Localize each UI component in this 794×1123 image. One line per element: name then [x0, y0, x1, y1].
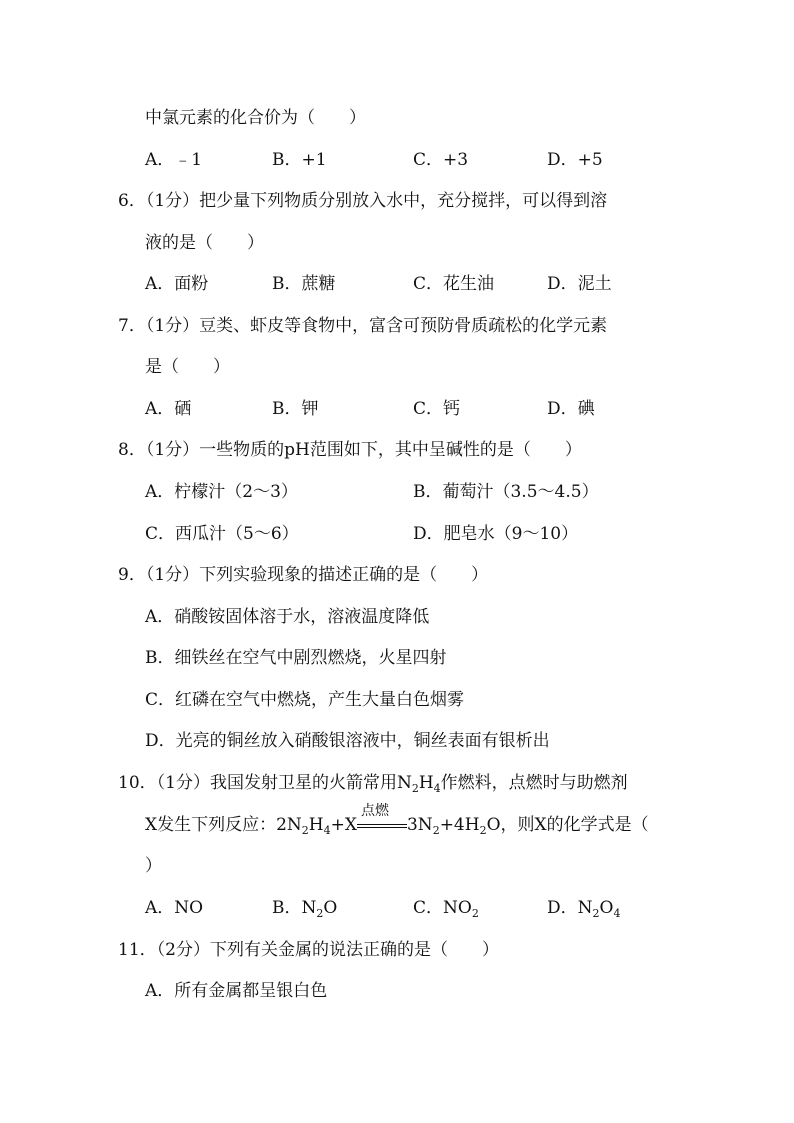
q8-option-c: C．西瓜汁（5～6） — [145, 524, 299, 544]
q5-option-c: C．+3 — [413, 150, 469, 170]
q5-option-b: B．+1 — [272, 150, 327, 170]
q9-option-d: D．光亮的铜丝放入硝酸银溶液中，铜丝表面有银析出 — [145, 731, 550, 751]
q5-option-d: D．+5 — [547, 150, 603, 170]
q7-option-b: B．钾 — [272, 399, 319, 419]
q6-option-b: B．蔗糖 — [272, 274, 336, 294]
reaction-condition-arrow — [357, 803, 407, 835]
q7-stem-line1: 7．（1分）豆类、虾皮等食物中，富含可预防骨质疏松的化学元素 — [118, 316, 608, 336]
q6-stem-line1: 6．（1分）把少量下列物质分别放入水中，充分搅拌，可以得到溶 — [118, 191, 608, 211]
q9-option-b: B．细铁丝在空气中剧烈燃烧，火星四射 — [145, 648, 447, 668]
q6-option-a: A．面粉 — [145, 274, 209, 294]
q7-option-c: C．钙 — [413, 399, 461, 419]
q6-stem-line2: 液的是（ ） — [145, 233, 264, 253]
q9-option-a: A．硝酸铵固体溶于水，溶液温度降低 — [145, 607, 430, 627]
q6-option-d: D．泥土 — [547, 274, 612, 294]
q8-option-a: A．柠檬汁（2～3） — [145, 482, 298, 502]
q8-option-b: B．葡萄汁（3.5～4.5） — [413, 482, 599, 502]
q10-stem-line3: ） — [145, 856, 162, 876]
q5-option-a: A．﹣1 — [145, 150, 203, 170]
q11-stem: 11．（2分）下列有关金属的说法正确的是（ ） — [118, 940, 499, 960]
q6-option-c: C．花生油 — [413, 274, 495, 294]
q10-stem-line2-equation: X发生下列反应：$2N_2H_4+X$ 点燃 $3N_2+4H_2O$，则X的化学式是（ — [145, 803, 649, 837]
q9-stem: 9．（1分）下列实验现象的描述正确的是（ ） — [118, 565, 489, 585]
q7-option-a: A．硒 — [145, 399, 192, 419]
q7-option-d: D．碘 — [547, 399, 595, 419]
q8-stem: 8．（1分）一些物质的pH范围如下，其中呈碱性的是（ ） — [118, 440, 582, 460]
q10-option-a: A．NO — [145, 898, 204, 918]
q11-option-a: A．所有金属都呈银白色 — [145, 981, 328, 1001]
q10-stem-line1: 10．（1分）我国发射卫星的火箭常用$N_2H_4$作燃料，点燃时与助燃剂 — [118, 773, 628, 795]
q5-stem-continuation: 中氯元素的化合价为（ ） — [145, 108, 366, 128]
q8-option-d: D．肥皂水（9～10） — [413, 524, 579, 544]
q10-option-d: D．$N_2O_4$ — [547, 898, 621, 920]
q10-option-b: B．$N_2O$ — [272, 898, 338, 920]
reaction-condition-label: 点燃 — [360, 803, 389, 819]
q10-option-c: C．$NO_2$ — [413, 898, 479, 920]
q9-option-c: C．红磷在空气中燃烧，产生大量白色烟雾 — [145, 690, 465, 710]
q7-stem-line2: 是（ ） — [145, 357, 230, 377]
